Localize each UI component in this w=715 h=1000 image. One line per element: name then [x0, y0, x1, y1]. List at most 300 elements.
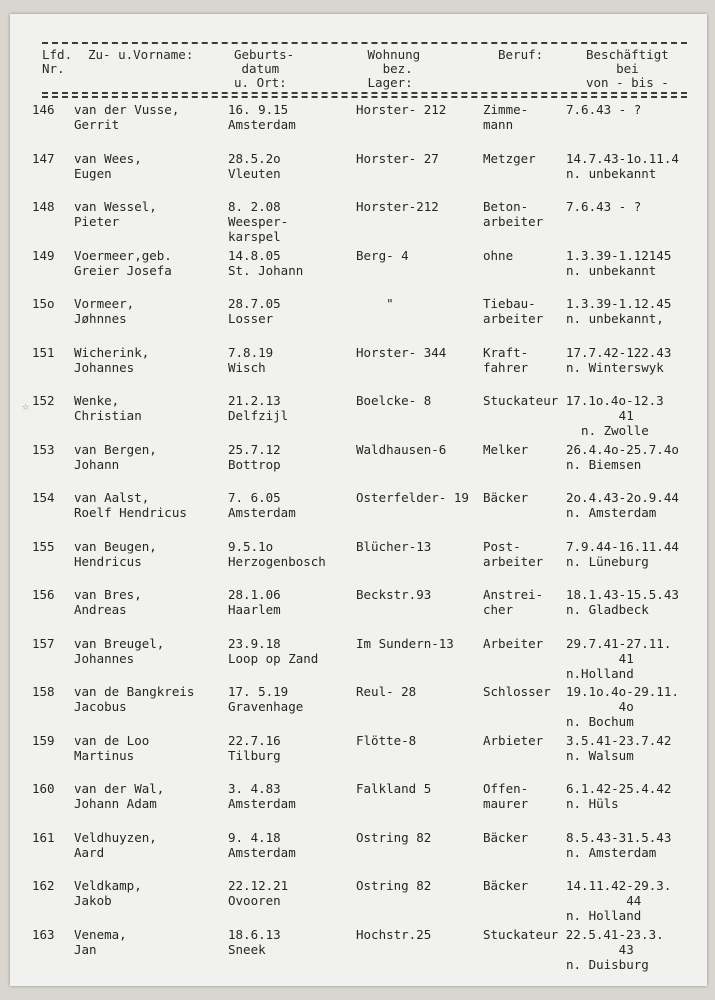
entry-address [356, 442, 446, 457]
entry-name-line: Johann [74, 456, 120, 472]
entry-name [74, 490, 187, 520]
entry-birth-line: Haarlem [228, 602, 281, 617]
entry-birth-line: Ovooren [228, 893, 281, 908]
entry-birth [228, 781, 296, 811]
entry-number-line: 161 [32, 829, 55, 845]
entry-occupation [483, 248, 513, 263]
entry-name [74, 684, 194, 714]
entry-number-line: 159 [32, 732, 55, 748]
entry-name [74, 733, 149, 763]
entry-employment [566, 733, 671, 763]
entry-employment-line: n. Lüneburg [566, 553, 649, 569]
entry-birth-line: 7.8.19 [228, 344, 274, 360]
entry-address [356, 830, 431, 845]
entry-employment-line: n.Holland [566, 665, 634, 681]
entry-employment [566, 199, 641, 214]
entry-birth-line: 9. 4.18 [228, 829, 281, 845]
entry-name-line: van Beugen, [74, 538, 157, 554]
table-row [10, 248, 707, 298]
entry-address [356, 539, 431, 554]
entry-birth-line: 16. 9.15 [228, 102, 289, 117]
entry-birth-line: 18.6.13 [228, 926, 281, 942]
entry-name-line: Johann Adam [74, 796, 157, 811]
entry-address [356, 248, 409, 263]
entry-birth-line: 14.8.05 [228, 247, 281, 263]
entry-number-line: 15o [32, 296, 55, 311]
entry-address-line: Ostring 82 [356, 878, 432, 893]
entry-name-line: van Aalst, [74, 490, 150, 505]
entry-address [356, 587, 431, 602]
entry-employment [566, 345, 671, 375]
entry-occupation-line: Stuckateur 17.1o.4o-12.3 [483, 393, 664, 408]
entry-address [356, 490, 469, 505]
entry-occupation [483, 684, 551, 699]
entry-name-line: Vormeer, [74, 296, 135, 311]
entry-employment-line: 7.6.43 - ? [566, 102, 642, 117]
entry-occupation [483, 878, 528, 893]
entry-name [74, 539, 157, 569]
entry-number-line: 148 [32, 199, 55, 214]
entry-occupation [483, 830, 528, 845]
entry-number-line: 147 [32, 150, 55, 166]
entry-number [32, 636, 55, 651]
entry-occupation-line: Arbeiter [483, 635, 544, 651]
entry-occupation-line: Anstrei- [483, 587, 544, 602]
entry-name-line: Johannes [74, 359, 135, 375]
entry-birth [228, 539, 326, 569]
entry-number [32, 927, 55, 942]
entry-occupation [483, 345, 528, 375]
table-row [10, 927, 707, 977]
entry-number [32, 490, 55, 505]
table-row [10, 345, 707, 395]
entry-birth-line: Loop op Zand [228, 650, 319, 666]
entry-birth-line: Weesper- [228, 214, 289, 229]
entry-occupation-line: Tiebau- [483, 296, 536, 311]
entry-number-line: 157 [32, 635, 55, 651]
entry-employment-line: 19.1o.4o-29.11. [566, 684, 679, 699]
entry-address-line: Im Sundern-13 [356, 635, 454, 651]
entry-birth [228, 927, 281, 957]
entry-birth [228, 733, 281, 763]
entry-employment [566, 151, 679, 181]
entry-employment-line: 3.5.41-23.7.42 [566, 732, 672, 748]
entry-number [32, 830, 55, 845]
entry-name-line: van Breugel, [74, 635, 165, 651]
table-row [10, 393, 707, 443]
entry-employment-line: 8.5.43-31.5.43 [566, 829, 672, 845]
entry-number-line: 160 [32, 781, 55, 796]
entry-birth [228, 636, 318, 666]
entry-birth-line: 8. 2.08 [228, 199, 281, 214]
entry-number-line: 153 [32, 441, 55, 457]
entry-employment-line: 41 [566, 408, 634, 423]
entry-name-line: Martinus [74, 747, 135, 763]
entry-address-line: Horster- 344 [356, 344, 447, 360]
entry-occupation-line: Post- [483, 538, 521, 554]
entry-birth-line: 22.7.16 [228, 732, 281, 748]
entry-address-line: Flötte-8 [356, 732, 417, 748]
entry-birth-line: karspel [228, 229, 281, 244]
entry-occupation-line: Metzger [483, 150, 536, 166]
entry-number [32, 393, 55, 408]
entry-employment-line: 18.1.43-15.5.43 [566, 587, 679, 602]
entry-name-line: Jøhnnes [74, 311, 127, 326]
entry-name [74, 199, 157, 229]
entry-name-line: Veldhuyzen, [74, 829, 157, 845]
header-lfd-nr: Lfd. Nr. [42, 47, 73, 76]
entry-employment-line: 14.11.42-29.3. [566, 878, 672, 893]
entry-name-line: Pieter [74, 214, 120, 229]
entry-occupation-line: arbeiter [483, 214, 544, 229]
entry-name-line: Jacobus [74, 699, 127, 714]
entry-employment-line: n. unbekannt, [566, 311, 664, 326]
entry-name [74, 102, 179, 132]
entry-birth-line: 3. 4.83 [228, 781, 281, 796]
entry-birth-line: 28.7.05 [228, 296, 281, 311]
entry-occupation [483, 636, 543, 651]
entry-birth [228, 393, 288, 423]
entry-number [32, 733, 55, 748]
entry-birth-line: Herzogenbosch [228, 553, 326, 569]
entry-employment-line: 44 [566, 893, 642, 908]
entry-number-line: 152 [32, 393, 55, 408]
table-row [10, 490, 707, 540]
entry-employment [566, 102, 641, 117]
entry-birth [228, 490, 296, 520]
entry-name-line: van der Vusse, [74, 102, 180, 117]
entry-name-line: van Wees, [74, 150, 142, 166]
entry-number [32, 539, 55, 554]
entry-birth-line: Tilburg [228, 747, 281, 763]
table-row [10, 684, 707, 734]
entry-occupation-line: fahrer [483, 359, 529, 375]
entry-address-line: Horster- 212 [356, 102, 447, 117]
entry-birth [228, 248, 303, 278]
entry-occupation-line: Arbieter [483, 732, 544, 748]
table-row [10, 878, 707, 928]
entry-occupation-line: Beton- [483, 199, 529, 214]
entry-name [74, 296, 134, 326]
entry-occupation-line: maurer [483, 796, 529, 811]
entry-employment [566, 927, 649, 972]
entry-occupation [483, 539, 543, 569]
entry-birth [228, 151, 281, 181]
entry-name [74, 151, 142, 181]
entry-birth-line: 28.5.2o [228, 150, 281, 166]
header-rule-bottom-double [42, 96, 687, 98]
entry-name-line: Venema, [74, 926, 127, 942]
entry-employment-line: 2o.4.43-2o.9.44 [566, 490, 679, 505]
entry-birth-line: Amsterdam [228, 844, 296, 860]
entry-number-line: 155 [32, 538, 55, 554]
entry-number-line: 156 [32, 587, 55, 602]
entry-employment-line: n. Biemsen [566, 456, 642, 472]
entry-employment [566, 296, 671, 326]
entry-number-line: 149 [32, 247, 55, 263]
entry-name-line: Jan [74, 941, 97, 957]
header-rule-bottom [42, 92, 687, 94]
entry-address [356, 733, 416, 748]
entry-birth [228, 830, 296, 860]
entry-birth-line: Wisch [228, 359, 266, 375]
entry-address-line: Beckstr.93 [356, 587, 432, 602]
entry-occupation-line: Zimme- [483, 102, 529, 117]
entry-name [74, 781, 164, 811]
header-employment: Beschäftigt bei von - bis - [586, 47, 669, 90]
entry-name-line: Wicherink, [74, 344, 150, 360]
entry-birth-line: 21.2.13 [228, 393, 281, 408]
table-row [10, 442, 707, 492]
entry-address [356, 151, 439, 166]
entry-number [32, 345, 55, 360]
entry-employment-line: n. Hüls [566, 796, 619, 811]
entry-name-line: Aard [74, 844, 105, 860]
entry-name-line: Andreas [74, 602, 127, 617]
entry-number [32, 781, 55, 796]
entry-address [356, 636, 454, 651]
entry-employment-line: 1.3.39-1.12145 [566, 247, 672, 263]
entry-birth-line: 9.5.1o [228, 538, 274, 554]
entry-employment [566, 878, 671, 923]
entry-employment-line: n. Zwolle [566, 423, 649, 438]
entry-employment-line: n. unbekannt [566, 262, 657, 278]
entry-name-line: Eugen [74, 165, 112, 181]
entry-employment [566, 248, 671, 278]
entry-occupation [483, 733, 543, 748]
entry-occupation-line: Bäcker [483, 490, 529, 505]
entry-number [32, 878, 55, 893]
entry-occupation-line: Stuckateur 22.5.41-23.3. [483, 926, 664, 942]
entry-birth-line: Vleuten [228, 165, 281, 181]
entry-employment-line [566, 393, 649, 408]
entry-name [74, 927, 127, 957]
entry-employment-line: 17.7.42-122.43 [566, 344, 672, 360]
entry-number-line: 146 [32, 102, 55, 117]
entry-address-line: Falkland 5 [356, 781, 432, 796]
entry-address [356, 345, 446, 360]
entry-name [74, 587, 142, 617]
margin-mark: ☆ [22, 399, 30, 413]
entry-occupation [483, 781, 528, 811]
entry-employment [566, 781, 671, 811]
table-row [10, 199, 707, 249]
entry-occupation [483, 151, 536, 166]
entry-name-line: Veldkamp, [74, 878, 142, 893]
table-row [10, 636, 707, 686]
entry-name-line: Christian [74, 408, 142, 423]
entry-name-line: Hendricus [74, 553, 142, 569]
entry-number-line: 162 [32, 878, 55, 893]
entry-employment-line: 29.7.41-27.11. [566, 635, 672, 651]
entry-employment-line: n. Amsterdam [566, 844, 657, 860]
entry-occupation [483, 490, 528, 505]
entry-name-line: van de Loo [74, 732, 150, 748]
entry-occupation [483, 199, 543, 229]
entry-address [356, 878, 431, 893]
entry-birth-line: Gravenhage [228, 699, 304, 714]
entry-employment [566, 539, 679, 569]
entry-birth-line: Amsterdam [228, 796, 296, 811]
entry-name-line: Wenke, [74, 393, 120, 408]
entry-address [356, 199, 439, 214]
entry-number-line: 158 [32, 684, 55, 699]
entry-occupation-line: Bäcker [483, 878, 529, 893]
entry-number [32, 102, 55, 117]
entry-address-line: Ostring 82 [356, 829, 432, 845]
entry-employment [566, 587, 679, 617]
entry-birth-line: Losser [228, 311, 274, 326]
entry-address-line: Horster- 27 [356, 150, 439, 166]
header-rule-top [42, 42, 687, 44]
entry-name [74, 878, 142, 908]
entry-occupation-line: ohne [483, 247, 514, 263]
entry-address [356, 927, 431, 942]
entry-birth-line: Sneek [228, 941, 266, 957]
entry-number [32, 248, 55, 263]
entry-employment-line: 41 [566, 650, 634, 666]
entry-birth-line: 17. 5.19 [228, 684, 289, 699]
header-birth: Geburts- datum u. Ort: [234, 47, 295, 90]
entry-number [32, 442, 55, 457]
entry-address [356, 102, 446, 117]
entry-occupation-line: Melker [483, 441, 529, 457]
entry-birth [228, 587, 281, 617]
entry-employment-line: n. Amsterdam [566, 505, 657, 520]
entry-employment-line: 43 [566, 941, 634, 957]
entry-occupation-line: Bäcker [483, 829, 529, 845]
entry-name [74, 248, 172, 278]
entry-name [74, 830, 157, 860]
entry-employment-line: n. Duisburg [566, 956, 649, 972]
entry-employment-line: 7.6.43 - ? [566, 199, 642, 214]
table-row [10, 830, 707, 880]
entry-name-line: Greier Josefa [74, 262, 172, 278]
entry-employment-line: n. Bochum [566, 714, 634, 729]
entry-employment-line: 14.7.43-1o.11.4 [566, 150, 679, 166]
entry-name-line: Johannes [74, 650, 135, 666]
entry-employment-line: n. Holland [566, 908, 642, 923]
entry-occupation-line: Offen- [483, 781, 529, 796]
entry-employment [566, 442, 679, 472]
entry-number [32, 684, 55, 699]
entry-address-line: " [356, 296, 394, 311]
table-row [10, 296, 707, 346]
entry-occupation-line: arbeiter [483, 553, 544, 569]
entry-address-line: Hochstr.25 [356, 926, 432, 942]
table-row [10, 587, 707, 637]
entry-birth-line: 28.1.06 [228, 587, 281, 602]
entry-occupation-line: Schlosser [483, 684, 551, 699]
entry-name [74, 442, 157, 472]
entry-address [356, 781, 431, 796]
entry-birth-line: St. Johann [228, 262, 304, 278]
table-row [10, 102, 707, 152]
entry-address-line: Blücher-13 [356, 538, 432, 554]
table-row [10, 539, 707, 589]
entry-address [356, 296, 394, 311]
entry-occupation-line: cher [483, 602, 514, 617]
entry-birth [228, 296, 281, 326]
entry-occupation [483, 587, 543, 617]
entry-employment [566, 684, 679, 729]
entry-name-line: Roelf Hendricus [74, 505, 187, 520]
entry-number [32, 151, 55, 166]
entry-birth-line: 25.7.12 [228, 441, 281, 457]
entry-employment-line [566, 927, 649, 942]
entry-address-line: Horster-212 [356, 199, 439, 214]
entry-address-line: Reul- 28 [356, 684, 417, 699]
entry-employment [566, 636, 671, 681]
entry-occupation [483, 102, 528, 132]
entry-birth [228, 442, 281, 472]
table-row [10, 733, 707, 783]
entry-address-line: Waldhausen-6 [356, 441, 447, 457]
entry-birth-line: Delfzijl [228, 408, 289, 423]
entry-employment-line: 7.9.44-16.11.44 [566, 538, 679, 554]
entry-employment-line: 4o [566, 699, 634, 714]
entry-address [356, 684, 416, 699]
entry-birth-line: Amsterdam [228, 117, 296, 132]
header-job: Beruf: [498, 47, 544, 62]
entry-number [32, 587, 55, 602]
header-address: Wohnung bez. Lager: [367, 47, 421, 90]
entry-employment [566, 393, 649, 438]
entry-address-line: Boelcke- 8 [356, 393, 432, 408]
entry-name-line: van de Bangkreis [74, 684, 195, 699]
entry-birth-line: 23.9.18 [228, 635, 281, 651]
entry-name-line: van der Wal, [74, 781, 165, 796]
table-row [10, 151, 707, 201]
entry-occupation [483, 442, 528, 457]
entry-number [32, 296, 55, 311]
entry-employment-line: n. Gladbeck [566, 602, 649, 617]
entry-birth [228, 684, 303, 714]
entry-name-line: Gerrit [74, 117, 120, 132]
entry-name-line: Voermeer,geb. [74, 247, 172, 263]
entry-name [74, 393, 142, 423]
entry-birth [228, 345, 273, 375]
entry-number-line: 154 [32, 490, 55, 505]
header-name: Zu- u.Vorname: [88, 47, 194, 62]
entry-occupation [483, 296, 543, 326]
entry-employment [566, 830, 671, 860]
entry-employment-line: n. Walsum [566, 747, 634, 763]
entry-occupation-line: mann [483, 117, 514, 132]
entry-address-line: Berg- 4 [356, 247, 409, 263]
entry-employment-line: 26.4.4o-25.7.4o [566, 441, 679, 457]
entry-birth [228, 878, 288, 908]
entry-name-line: van Wessel, [74, 199, 157, 214]
entry-employment-line: 1.3.39-1.12.45 [566, 296, 672, 311]
entry-number-line: 163 [32, 926, 55, 942]
entry-occupation-line: Kraft- [483, 344, 529, 360]
entry-name [74, 636, 164, 666]
entry-employment-line: n. Winterswyk [566, 359, 664, 375]
entry-name-line: van Bergen, [74, 441, 157, 457]
entry-name-line: Jakob [74, 893, 112, 908]
document-page [10, 14, 707, 986]
entry-birth [228, 199, 288, 244]
entry-address-line: Osterfelder- 19 [356, 490, 469, 505]
entry-number-line: 151 [32, 344, 55, 360]
entry-birth-line: Bottrop [228, 456, 281, 472]
entry-employment-line: n. unbekannt [566, 165, 657, 181]
table-row [10, 781, 707, 831]
entry-name-line: van Bres, [74, 587, 142, 602]
entry-occupation-line: arbeiter [483, 311, 544, 326]
entry-birth-line: 7. 6.05 [228, 490, 281, 505]
